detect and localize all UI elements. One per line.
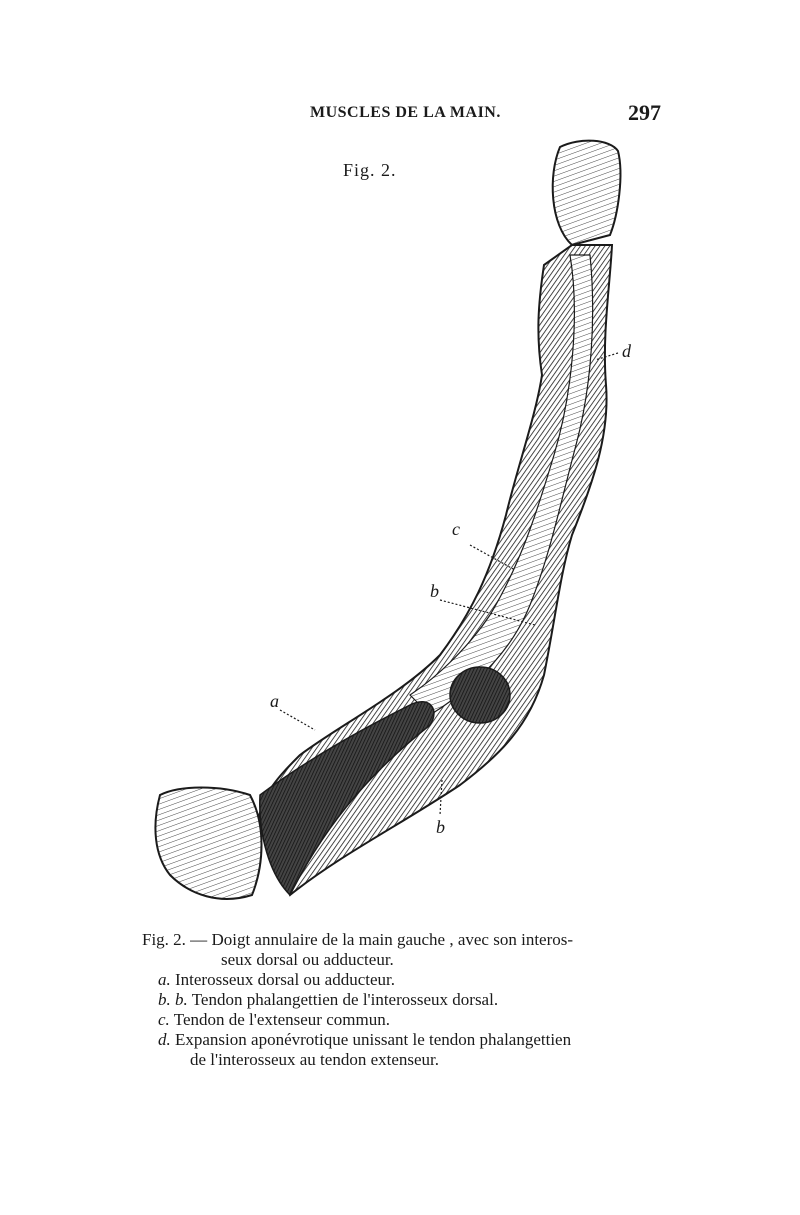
caption-title [142,930,682,950]
caption-prefix: Fig. 2. — [142,930,208,949]
caption-item-a [142,970,682,990]
callout-d: d [622,341,631,361]
caption-item-b [142,990,682,1010]
finger-drawing [155,141,620,899]
caption-item-d-continuation: de l'interosseux au tendon extenseur. [190,1050,440,1069]
running-title: MUSCLES DE LA MAIN. [310,104,501,121]
caption-key-a: a. [158,970,171,989]
callout-a: a [270,691,279,711]
figure-caption [142,930,682,1070]
caption-text-d: Expansion aponévrotique unissant le tendon phalangettien [175,1030,572,1049]
page-number: 297 [628,100,661,125]
anatomical-illustration [140,135,680,925]
callout-b1: b [430,581,439,601]
figure-label: Fig. 2. [343,160,397,180]
caption-key-c: c. [158,1010,170,1029]
caption-text-b: Tendon phalangettien de l'interosseux dorsal. [191,990,499,1009]
caption-text-c: Tendon de l'extenseur commun. [173,1010,390,1029]
caption-key-d: d. [158,1030,171,1049]
caption-title-line2: seux dorsal ou adducteur. [221,950,394,969]
caption-text-a: Interosseux dorsal ou adducteur. [175,970,395,989]
caption-key-b: b. b. [158,990,188,1009]
callout-b2: b [436,817,445,837]
callout-c: c [452,519,460,539]
caption-item-d [142,1030,682,1050]
caption-item-c [142,1010,682,1030]
running-head [0,100,800,130]
caption-title-line1: Doigt annulaire de la main gauche , avec son interos- [211,930,574,949]
